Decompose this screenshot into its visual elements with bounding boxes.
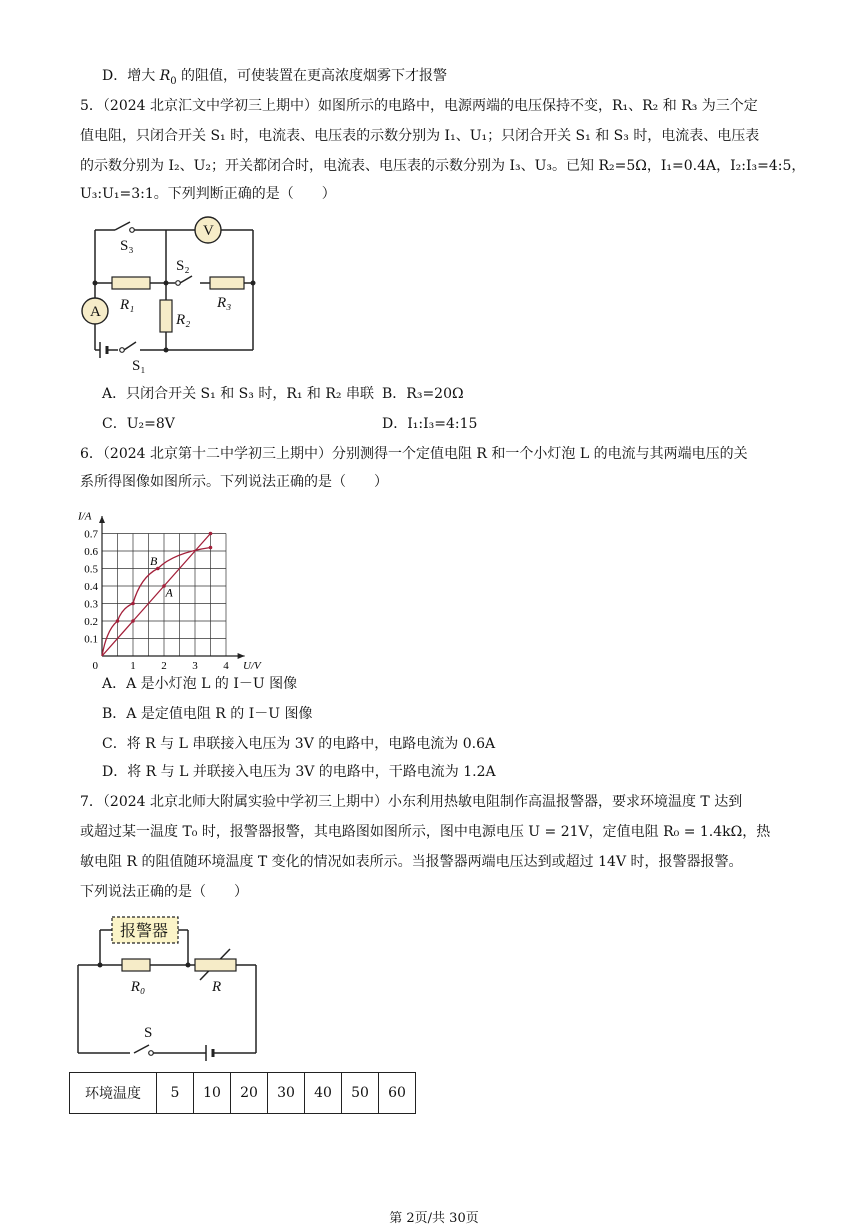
q5-option-b: B．R₃=20Ω — [382, 386, 464, 402]
q6-stem-line-2: 系所得图像如图所示。下列说法正确的是（ ） — [80, 474, 388, 490]
q5-stem-line-3: 的示数分别为 I₂、U₂；开关都闭合时，电流表、电压表的示数分别为 I₃、U₃。已知 R₂=5Ω，I₁=0.4A，I₂:I₃=4:5， — [80, 158, 806, 174]
q6-option-c: C．将 R 与 L 串联接入电压为 3V 的电路中，电路电流为 0.6A — [102, 736, 496, 752]
x-tick-label: 1 — [130, 660, 136, 672]
page-footer: 第 2页/共 30页 — [389, 1211, 479, 1226]
voltmeter-label: V — [203, 223, 214, 239]
table-row — [70, 1073, 416, 1114]
resistor-r2-label: R₂ — [176, 312, 191, 328]
q7-stem-line-4: 下列说法正确的是（ ） — [80, 884, 248, 900]
table-cell: 40 — [305, 1073, 342, 1114]
table-cell: 60 — [379, 1073, 416, 1114]
q6-option-b: B．A 是定值电阻 R 的 I－U 图像 — [102, 706, 313, 722]
q4-option-d: D．增大 $R_0$ 的阻值，可使装置在更高浓度烟雾下才报警 — [102, 68, 448, 87]
alarm-label: 报警器 — [120, 923, 169, 940]
q6-stem-line-1: 6．（2024 北京第十二中学初三上期中）分别测得一个定值电阻 R 和一个小灯泡 L 的电流与其两端电压的关 — [80, 446, 748, 462]
q6-option-a: A．A 是小灯泡 L 的 I－U 图像 — [102, 676, 298, 692]
resistor-r0-label: R₀ — [130, 979, 146, 995]
origin-label: 0 — [92, 660, 98, 672]
data-point-A — [131, 619, 135, 623]
resistor-r3-label: R₃ — [217, 295, 232, 311]
series-label-a: A — [165, 585, 173, 600]
switch-s3-label: S₃ — [120, 238, 134, 254]
y-axis-arrow — [99, 516, 105, 523]
data-point-B — [116, 619, 120, 623]
q5-option-c: C．U₂=8V — [102, 416, 175, 432]
q7-stem-line-2: 或超过某一温度 T₀ 时，报警器报警，其电路图如图所示，图中电源电压 U = 21V，定值电阻 R₀ = 1.4kΩ，热 — [80, 824, 771, 840]
y-tick-label: 0.1 — [84, 633, 98, 646]
data-point-B — [131, 602, 135, 606]
data-point-B — [209, 546, 213, 550]
table-cell: 50 — [342, 1073, 379, 1114]
x-tick-label: 2 — [161, 660, 167, 672]
temperature-table — [69, 1072, 416, 1114]
y-tick-label: 0.5 — [84, 563, 98, 576]
y-tick-label: 0.3 — [84, 598, 98, 611]
q5-option-d: D．I₁:I₃=4:15 — [382, 416, 478, 432]
y-tick-label: 0.2 — [84, 616, 98, 628]
y-axis-label: I/A — [78, 510, 92, 523]
q5-option-a: A．只闭合开关 S₁ 和 S₃ 时，R₁ 和 R₂ 串联 — [102, 386, 374, 402]
table-cell: 20 — [231, 1073, 268, 1114]
series-line-A — [102, 534, 211, 657]
q5-circuit-diagram — [70, 210, 270, 375]
x-axis-arrow — [238, 653, 245, 659]
table-cell: 30 — [268, 1073, 305, 1114]
switch-s2-label: S₂ — [176, 258, 190, 274]
x-tick-label: 3 — [192, 660, 198, 672]
y-tick-label: 0.6 — [84, 546, 98, 558]
ammeter-label: A — [90, 304, 101, 320]
table-cell: 5 — [157, 1073, 194, 1114]
q5-stem-line-4: U₃:U₁=3:1。下列判断正确的是（ ） — [80, 186, 336, 202]
q7-stem-line-3: 敏电阻 R 的阻值随环境温度 T 变化的情况如表所示。当报警器两端电压达到或超过 14V 时，报警器报警。 — [80, 854, 743, 870]
table-cell: 10 — [194, 1073, 231, 1114]
q7-circuit-diagram — [70, 905, 270, 1065]
q5-stem-line-2: 值电阻，只闭合开关 S₁ 时，电流表、电压表的示数分别为 I₁、U₁；只闭合开关 S₁ 和 S₃ 时，电流表、电压表 — [80, 128, 760, 144]
switch-s-label: S — [144, 1025, 153, 1041]
y-tick-label: 0.4 — [84, 581, 98, 593]
resistor-r1-label: R₁ — [120, 297, 135, 313]
y-tick-label: 0.7 — [84, 528, 98, 541]
x-tick-label: 4 — [223, 660, 229, 672]
data-point-A — [209, 532, 213, 536]
table-header-cell: 环境温度 — [70, 1073, 157, 1114]
series-label-b: B — [150, 554, 158, 568]
switch-s1-label: S₁ — [132, 358, 146, 374]
thermistor-r-label: R — [212, 979, 222, 995]
x-axis-label: U/V — [243, 660, 261, 672]
q5-stem-line-1: 5．（2024 北京汇文中学初三上期中）如图所示的电路中，电源两端的电压保持不变，R₁、R₂ 和 R₃ 为三个定 — [80, 98, 758, 114]
q7-stem-line-1: 7．（2024 北京北师大附属实验中学初三上期中）小东利用热敏电阻制作高温报警器，要求环境温度 T 达到 — [80, 794, 743, 810]
q6-option-d: D．将 R 与 L 并联接入电压为 3V 的电路中，干路电流为 1.2A — [102, 764, 496, 780]
iu-chart — [70, 500, 280, 675]
